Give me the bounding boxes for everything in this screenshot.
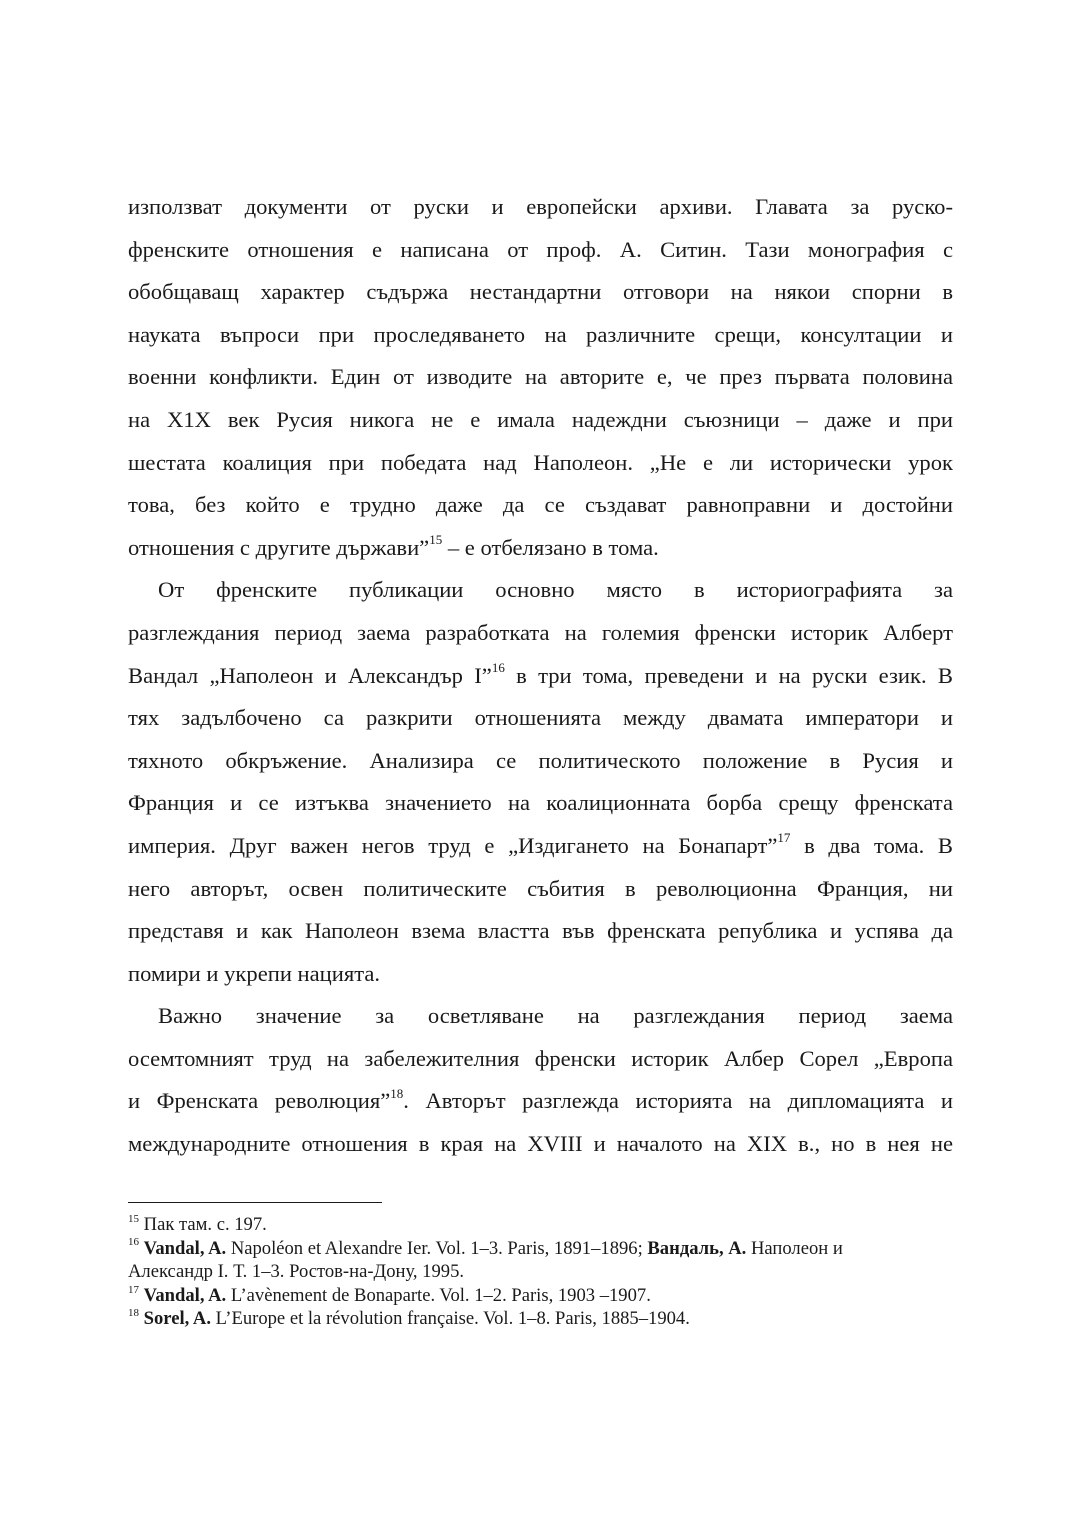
body-line: международните отношения в края на XVIII и началото на XIX в., но в нея не <box>128 1131 953 1157</box>
footnote-number: 15 <box>128 1212 139 1225</box>
body-line-text: отношения с другите държави” <box>128 534 430 560</box>
body-line <box>128 655 953 698</box>
footnote-ref: 17 <box>777 830 791 846</box>
body-line-text: и Френската революция” <box>128 1088 391 1114</box>
body-line: помири и укрепи нацията. <box>128 960 381 986</box>
footnote-ref: 15 <box>429 532 443 548</box>
body-line: използват документи от руски и европейски архиви. Главата за руско- <box>128 194 953 219</box>
body-line: на X1X век Русия никога не е имала надеждни съюзници – даже и при <box>128 406 953 432</box>
footnote-author: Vandal, A. <box>143 1284 227 1306</box>
footnote-text: Наполеон и <box>746 1237 843 1259</box>
body-line-text: . Авторът разглежда историята на дипломацията и <box>403 1088 953 1114</box>
body-line: това, без който е трудно даже да се създават равноправни и достойни <box>128 492 953 518</box>
body-line <box>128 1080 953 1123</box>
footnotes <box>128 1213 953 1331</box>
body-line: От френските публикации основно място в историографията за <box>158 577 953 603</box>
body-line: него авторът, освен политическите събития в революционна Франция, ни <box>128 875 953 901</box>
body-line: разглеждания период заема разработката на големия френски историк Алберт <box>128 619 953 645</box>
body-line: тях задълбочено са разкрити отношенията между двамата императори и <box>128 705 953 731</box>
footnote-text: Napoléon et Alexandre Ier. Vol. 1–3. Paris, 1891–1896; <box>226 1237 648 1259</box>
body-line-text: в два тома. В <box>790 832 953 858</box>
body-line: представя и как Наполеон взема властта във френската република и успява да <box>128 918 953 944</box>
footnote-number: 17 <box>128 1283 139 1296</box>
footnote-text: Пак там. с. 197. <box>143 1214 267 1235</box>
body-line <box>128 825 953 868</box>
footnote-number: 18 <box>128 1307 139 1320</box>
footnote-ref: 18 <box>390 1085 404 1101</box>
body-line: осемтомният труд на забележителния френски историк Албер Сорел „Европа <box>128 1045 953 1071</box>
footnote-16 <box>128 1237 953 1261</box>
footnote-author: Vandal, A. <box>143 1237 227 1259</box>
body-line: науката въпроси при проследяването на различните срещи, консултации и <box>128 321 953 347</box>
body-line: френските отношения е написана от проф. А. Ситин. Тази монография с <box>128 236 953 262</box>
footnote-text: L’avènement de Bonaparte. Vol. 1–2. Paris, 1903 –1907. <box>226 1284 651 1306</box>
body-line-text: – е отбелязано в тома. <box>442 534 659 560</box>
body-line: тяхното обкръжение. Анализира се политическото положение в Русия и <box>128 747 953 773</box>
footnote-15 <box>128 1213 953 1237</box>
footnote-number: 16 <box>128 1236 139 1249</box>
body-line: обобщаващ характер съдържа нестандартни отговори на някои спорни в <box>128 279 953 305</box>
body-line-text: империя. Друг важен негов труд е „Издигането на Бонапарт” <box>128 832 778 858</box>
footnote-text: L’Europe et la révolution française. Vol. 1–8. Paris, 1885–1904. <box>210 1308 690 1330</box>
body-line-text: в три тома, преведени и на руски език. В <box>504 662 953 688</box>
body-line: военни конфликти. Един от изводите на авторите е, че през първата половина <box>128 364 953 390</box>
document-page <box>128 0 953 1528</box>
footnote-separator <box>128 1202 382 1203</box>
body-line: Важно значение за осветляване на разглеждания период заема <box>158 1003 953 1029</box>
body-line-text: Вандал „Наполеон и Александър I” <box>128 662 492 688</box>
footnote-17 <box>128 1284 953 1308</box>
body-line: Франция и се изтъква значението на коалиционната борба срещу френската <box>128 790 953 816</box>
footnote-author: Sorel, A. <box>143 1308 211 1330</box>
footnote-18 <box>128 1307 953 1331</box>
footnote-ref: 16 <box>491 660 505 675</box>
footnote-16-continued: Александр I. Т. 1–3. Ростов-на-Дону, 1995. <box>128 1261 465 1283</box>
body-line: шестата коалиция при победата над Наполеон. „Не е ли исторически урок <box>128 449 953 475</box>
body-line <box>128 527 953 570</box>
body-text <box>128 186 953 1166</box>
footnote-author: Вандаль, А. <box>647 1237 747 1259</box>
